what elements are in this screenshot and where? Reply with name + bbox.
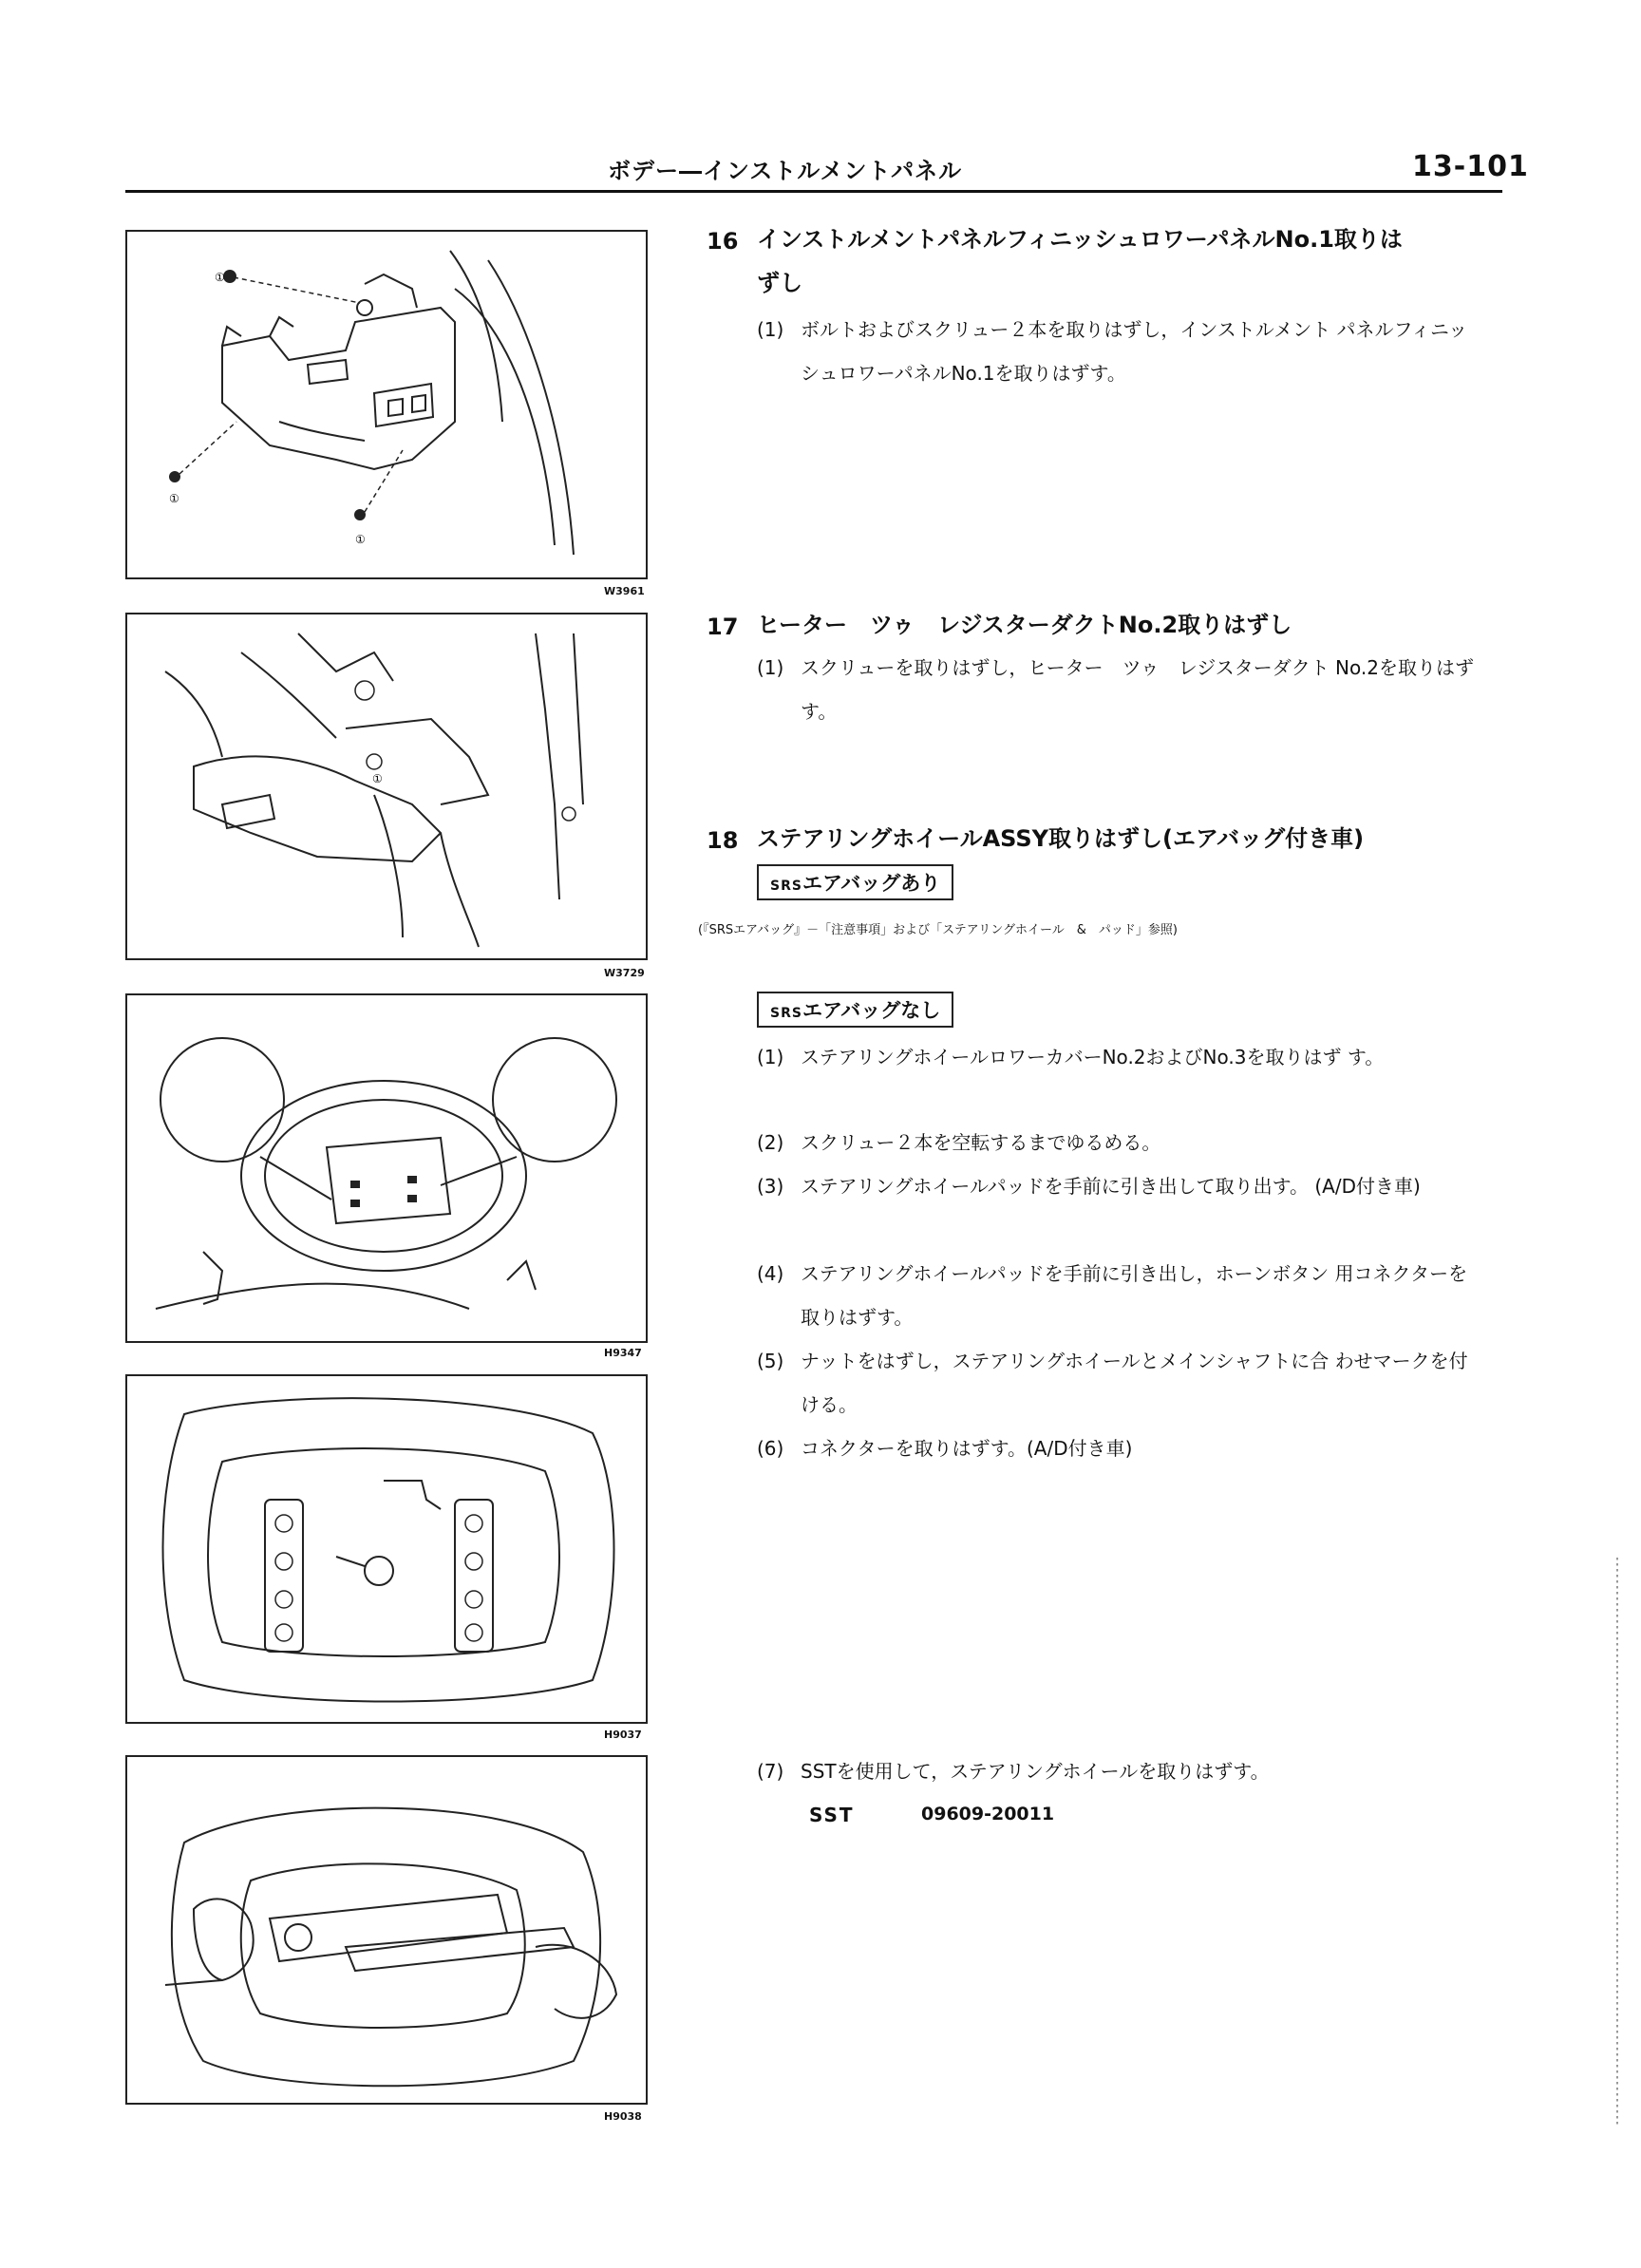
step-16-number: 16 (707, 228, 739, 255)
item-number: (2) (757, 1131, 784, 1154)
item-text: ステアリングホイールロワーカバーNo.2およびNo.3を取りはず す。 (801, 1046, 1385, 1068)
srs-airbag-none-text: エアバッグなし (802, 999, 941, 1022)
srs-prefix: SRS (770, 1006, 802, 1021)
steering-covers-illustration (127, 995, 646, 1341)
page-number: 13-101 (1412, 150, 1529, 183)
sst-number: 09609-20011 (921, 1804, 1055, 1824)
step-16-title (757, 217, 1498, 305)
step-18-item-1 (757, 1035, 1484, 1079)
step-18-title: ステアリングホイールASSY取りはずし(エアバッグ付き車) (757, 825, 1365, 852)
item-number: (1) (757, 656, 784, 679)
step-18-item-4 (757, 1252, 1484, 1339)
srs-airbag-equipped-text: エアバッグあり (802, 872, 941, 895)
callout-4: ① (372, 772, 383, 785)
srs-airbag-equipped-label (757, 864, 953, 900)
item-text: スクリュー２本を空転するまでゆるめる。 (801, 1131, 1161, 1154)
step-18-number: 18 (707, 827, 739, 854)
step-17-title: ヒーター ツゥ レジスターダクトNo.2取りはずし (757, 612, 1292, 638)
step-16-title-line-1: インストルメントパネルフィニッシュロワーパネルNo.1取りは (757, 226, 1403, 253)
figure-code: H9347 (604, 1347, 642, 1359)
figure-lower-panel (125, 230, 648, 579)
step-16-title-line-2: ずし (757, 270, 802, 296)
step-16-item-1 (757, 308, 1484, 395)
figure-code: W3729 (604, 967, 645, 979)
figure-code: H9037 (604, 1729, 642, 1741)
item-text: コネクターを取りはずす。(A/D付き車) (801, 1437, 1133, 1460)
item-number: (4) (757, 1262, 784, 1285)
reference-note: (『SRSエアバッグ』－「注意事項」および「ステアリングホイール & パッド」参照) (698, 923, 1178, 937)
figure-steering-covers (125, 993, 648, 1343)
steering-nut-illustration (127, 1376, 646, 1722)
callout-3: ① (355, 533, 366, 546)
srs-prefix: SRS (770, 879, 802, 894)
header-divider (125, 190, 1502, 193)
item-text: SSTを使用して，ステアリングホイールを取りはずす。 (801, 1760, 1270, 1783)
binding-edge-dots (1616, 1558, 1618, 2127)
step-17-number: 17 (707, 614, 739, 640)
item-text: スクリューを取りはずし，ヒーター ツゥ レジスターダクト No.2を取りはずす。 (801, 656, 1474, 723)
step-18-item-6 (757, 1427, 1484, 1470)
item-number: (5) (757, 1350, 784, 1372)
item-text: ステアリングホイールパッドを手前に引き出し，ホーンボタン 用コネクターを取りはずす。 (801, 1262, 1468, 1329)
section-title: ボデー―インストルメントパネル (608, 158, 963, 184)
figure-sst-removal (125, 1755, 648, 2105)
item-number: (3) (757, 1175, 784, 1198)
sst-removal-illustration (127, 1757, 646, 2103)
srs-airbag-none-label (757, 992, 953, 1028)
figure-heater-duct (125, 613, 648, 960)
step-18-item-5 (757, 1339, 1484, 1427)
step-18-item-3 (757, 1164, 1484, 1208)
step-18-item-7 (757, 1749, 1484, 1793)
figure-code: H9038 (604, 2110, 642, 2123)
figure-code: W3961 (604, 585, 645, 597)
item-number: (7) (757, 1760, 784, 1783)
heater-duct-illustration (127, 614, 646, 958)
item-number: (1) (757, 1046, 784, 1068)
item-text: ボルトおよびスクリュー２本を取りはずし，インストルメント パネルフィニッシュロワーパネルNo.1を取りはずす。 (801, 318, 1468, 385)
item-number: (6) (757, 1437, 784, 1460)
callout-1: ① (215, 271, 225, 284)
figure-steering-nut (125, 1374, 648, 1724)
item-text: ナットをはずし，ステアリングホイールとメインシャフトに合 わせマークを付ける。 (801, 1350, 1468, 1416)
sst-label: SST (809, 1804, 855, 1826)
item-number: (1) (757, 318, 784, 341)
callout-2: ① (169, 492, 179, 505)
lower-panel-illustration (127, 232, 646, 577)
step-18-item-2 (757, 1121, 1484, 1164)
item-text: ステアリングホイールパッドを手前に引き出して取り出す。 (A/D付き車) (801, 1175, 1421, 1198)
step-17-item-1 (757, 646, 1484, 733)
